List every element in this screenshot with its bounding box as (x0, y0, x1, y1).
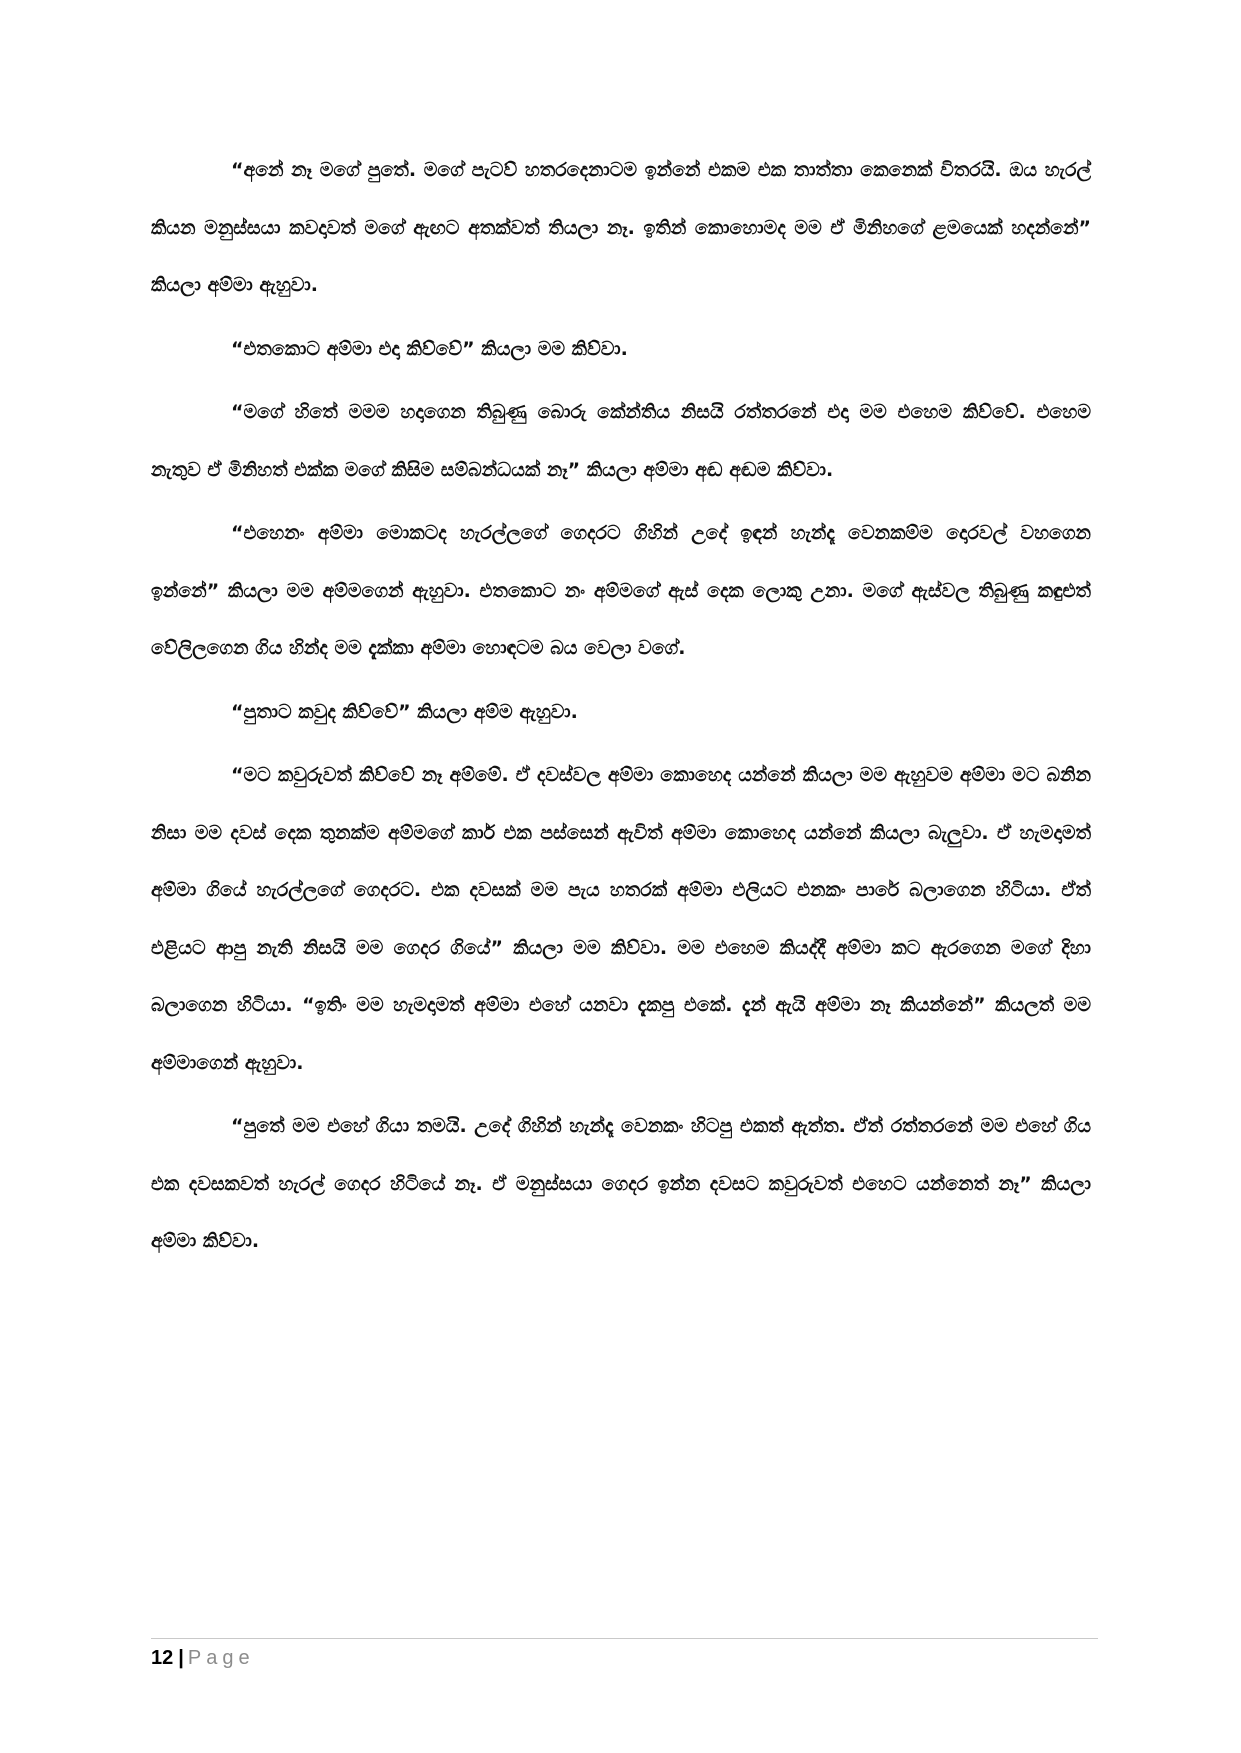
footer-separator: | (178, 1647, 184, 1669)
paragraph-4: “එහෙනං අම්මා මොකටද හැරල්ලගේ ගෙදරට ගිහින් උදේ ඉඳන් හැන්දෑ වෙනකම්ම දොරවල් වහගෙන ඉන්නේ” කියලා මම අම්මගෙන් ඇහුවා. එතකොට නං අම්මගේ ඇස් දෙක ලොකු උනා. මගේ ඇස්වල තිබුණු කඳුළුත් වේලිලගෙන ගිය හින්ද මම දැක්කා අම්මා හොඳටම බය වෙලා වගේ. (151, 522, 1091, 659)
paragraph-1: “අනේ නෑ මගේ පුතේ. මගේ පැටව් හතරදෙනාටම ඉන්නේ එකම එක තාත්තා කෙනෙක් විතරයි. ඔය හැරල් කියන මනුස්සයා කවදාවත් මගේ ඇඟට අතක්වත් තියලා නෑ. ඉතින් කොහොමද මම ඒ මිනිහගේ ළමයෙක් හදන්නේ” කියලා අම්මා ඇහුවා. (151, 159, 1091, 296)
paragraph-7: “පුතේ මම එහේ ගියා තමයි. උදේ ගිහින් හැන්දෑ වෙනකං හිටපු එකත් ඇත්ත. ඒත් රත්තරනේ මම එහේ ගිය එක දවසකවත් හැරල් ගෙදර හිටියේ නෑ. ඒ මනුස්සයා ගෙදර ඉන්න දවසට කවුරුවත් එහෙට යන්නෙත් නෑ” කියලා අම්මා කිව්වා. (151, 1115, 1091, 1252)
paragraph-3: “මගේ හිතේ මමම හදාගෙන තිබුණු බොරු කේන්තිය නිසයි රත්තරනේ එදා මම එහෙම කිව්වේ. එහෙම නැතුව ඒ මිනිහත් එක්ක මගේ කිසිම සම්බන්ධයක් නෑ” කියලා අම්මා අඬ අඬම කිව්වා. (151, 401, 1091, 481)
page-label: Page (187, 1647, 255, 1669)
paragraph-2: “එතකොට අම්මා එදා කිව්වේ” කියලා මම කිව්වා. (231, 337, 628, 360)
page-number: 12 (151, 1647, 174, 1669)
page-footer (151, 1646, 255, 1670)
footer-divider (151, 1638, 1098, 1639)
paragraph-5: “පුතාට කවුද කිව්වේ” කියලා අම්ම ඇහුවා. (231, 700, 578, 723)
paragraph-6: “මට කවුරුවත් කිව්වේ නෑ අම්මේ. ඒ දවස්වල අම්මා කොහෙද යන්නේ කියලා මම ඇහුවම අම්මා මට බනින නිසා මම දවස් දෙක තුනක්ම අම්මගේ කාර් එක පස්සෙන් ඇවිත් අම්මා කොහෙද යන්නේ කියලා බැලුවා. ඒ හැමදාමත් අම්මා ගියේ හැරල්ලගේ ගෙදරට. එක දවසක් මම පැය හතරක් අම්මා එලියට එනකං පාරේ බලාගෙන හිටියා. ඒත් එළියට ආපු නැති නිසයි මම ගෙදර ගියේ” කියලා මම කිව්වා. මම එහෙම කියද්දී අම්මා කට ඇරගෙන මගේ දිහා බලාගෙන හිටියා. “ඉතිං මම හැමදාමත් අම්මා එහේ යනවා දැකපු එකේ. දැන් ඇයි අම්මා නෑ කියන්නේ” කියලත් මම අම්මාගෙන් ඇහුවා. (151, 764, 1091, 1074)
body-text (151, 142, 1091, 1271)
